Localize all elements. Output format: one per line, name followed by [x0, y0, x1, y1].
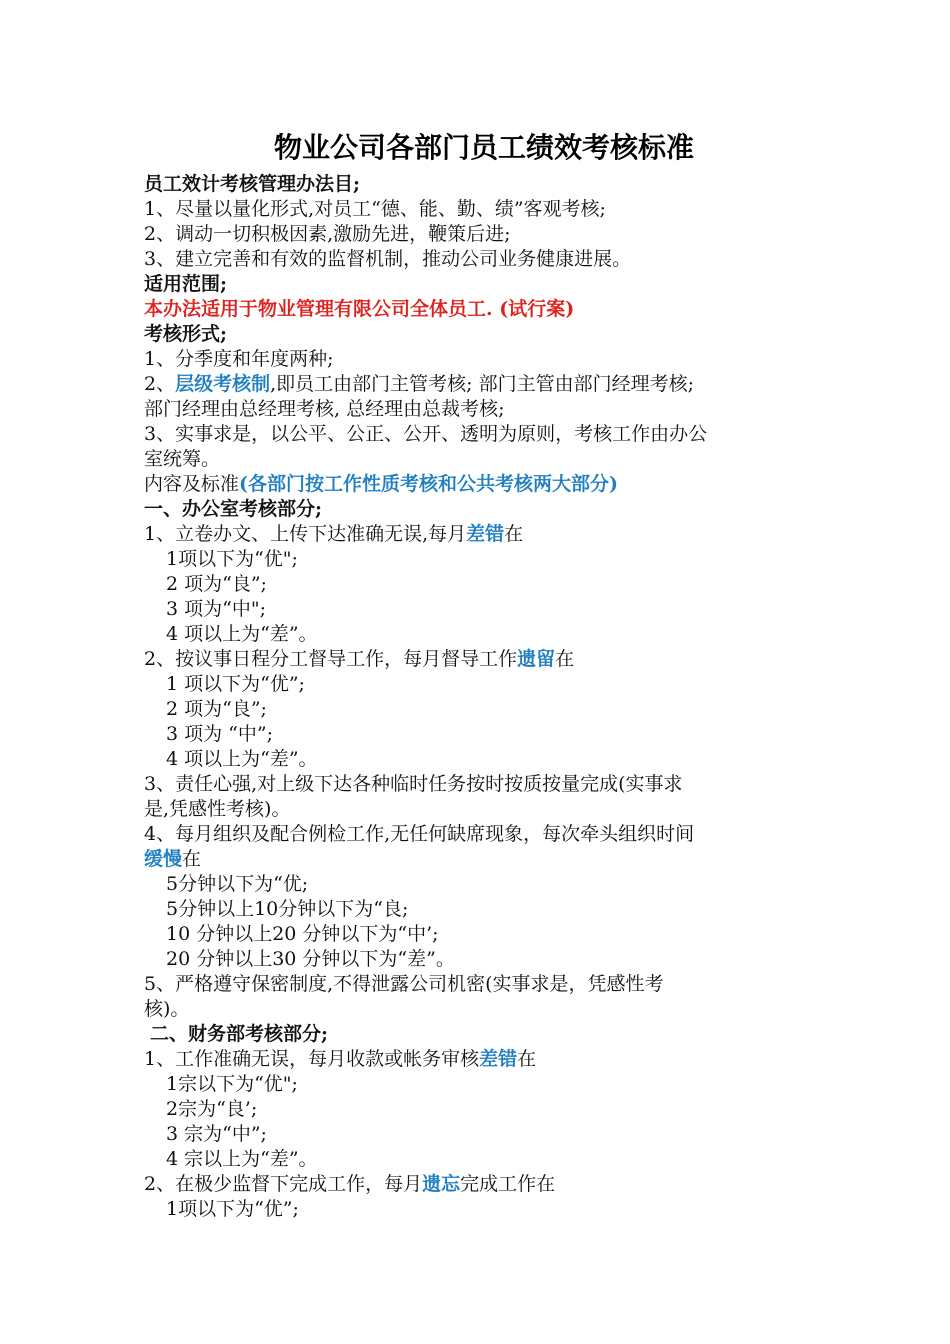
grade-line: 5分钟以上10分钟以下为“良; [166, 898, 409, 920]
office-item-1-suffix: 在 [504, 523, 524, 545]
office-item-3-continued: 是,凭感性考核)。 [144, 798, 291, 820]
grade-line: 10 分钟以上20 分钟以下为“中’; [166, 923, 439, 945]
scope-text: 本办法适用于物业管理有限公司全体员工. (试行案) [144, 298, 575, 320]
form-heading: 考核形式; [144, 323, 228, 345]
form-item-2 [144, 372, 824, 397]
finance-item-2 [144, 1172, 824, 1197]
office-item-1-highlight: 差错 [466, 523, 505, 545]
finance-heading: 二、财务部考核部分; [150, 1023, 329, 1045]
office-item-4-highlight: 缓慢 [144, 848, 183, 870]
purpose-item: 2、调动一切积极因素,激励先进，鞭策后进; [144, 223, 511, 245]
grade-line: 1 项以下为“优”; [166, 673, 305, 695]
finance-item-1-prefix: 1、工作准确无误，每月收款或帐务审核 [144, 1048, 480, 1070]
purpose-item: 1、尽量以量化形式,对员工“德、能、勤、绩”客观考核; [144, 198, 606, 220]
office-item-4-suffix: 在 [182, 848, 202, 870]
finance-item-1-highlight: 差错 [479, 1048, 518, 1070]
grade-line: 1宗以下为“优"; [166, 1073, 298, 1095]
grade-line: 4 项以上为“差”。 [166, 748, 318, 770]
office-item-4: 4、每月组织及配合例检工作,无任何缺席现象，每次牵头组织时间 [144, 823, 695, 845]
purpose-item: 3、建立完善和有效的监督机制，推动公司业务健康进展。 [144, 248, 632, 270]
content-highlight: (各部门按工作性质考核和公共考核两大部分) [239, 473, 618, 495]
finance-item-2-highlight: 遗忘 [422, 1173, 461, 1195]
office-item-3: 3、责任心强,对上级下达各种临时任务按时按质按量完成(实事求 [144, 773, 683, 795]
document-title: 物业公司各部门员工绩效考核标准 [273, 131, 694, 164]
form-item-3-continued: 室统筹。 [144, 448, 221, 470]
grade-line: 4 宗以上为“差”。 [166, 1148, 318, 1170]
document-page [144, 128, 824, 1222]
office-item-5-continued: 核)。 [144, 998, 190, 1020]
grade-line: 3 项为“中"; [166, 598, 266, 620]
form-item-2-highlight: 层级考核制 [175, 373, 271, 395]
grade-line: 2宗为“良’; [166, 1098, 258, 1120]
form-item-2-prefix: 2、 [144, 373, 176, 395]
finance-item-1-suffix: 在 [517, 1048, 537, 1070]
office-item-5: 5、严格遵守保密制度,不得泄露公司机密(实事求是，凭感性考 [144, 973, 664, 995]
office-item-1-prefix: 1、立卷办文、上传下达准确无误,每月 [144, 523, 467, 545]
finance-item-2-prefix: 2、在极少监督下完成工作，每月 [144, 1173, 423, 1195]
grade-line: 1项以下为“优”; [166, 1198, 299, 1220]
grade-line: 3 项为 “中”; [166, 723, 273, 745]
office-item-2-suffix: 在 [555, 648, 575, 670]
content-prefix: 内容及标准 [144, 473, 240, 495]
content-heading [144, 472, 824, 497]
office-item-2 [144, 647, 824, 672]
grade-line: 2 项为“良”; [166, 573, 267, 595]
scope-heading: 适用范围; [144, 273, 228, 295]
grade-line: 1项以下为“优"; [166, 548, 298, 570]
form-item-3: 3、实事求是，以公平、公正、公开、透明为原则，考核工作由办公 [144, 423, 708, 445]
office-item-2-highlight: 遗留 [517, 648, 556, 670]
purpose-heading: 员工效计考核管理办法目; [144, 173, 361, 195]
grade-line: 20 分钟以上30 分钟以下为“差”。 [166, 948, 455, 970]
office-item-4-continued [144, 847, 824, 872]
grade-line: 3 宗为“中”; [166, 1123, 267, 1145]
office-item-1 [144, 522, 824, 547]
form-item-2-continued: 部门经理由总经理考核, 总经理由总裁考核; [144, 398, 505, 420]
grade-line: 2 项为“良”; [166, 698, 267, 720]
finance-item-1 [144, 1047, 824, 1072]
grade-line: 4 项以上为“差”。 [166, 623, 318, 645]
form-item-1: 1、分季度和年度两种; [144, 348, 334, 370]
form-item-2-suffix: ,即员工由部门主管考核; 部门主管由部门经理考核; [270, 373, 694, 395]
finance-item-2-suffix: 完成工作在 [460, 1173, 556, 1195]
office-item-2-prefix: 2、按议事日程分工督导工作，每月督导工作 [144, 648, 518, 670]
grade-line: 5分钟以下为“优; [166, 873, 309, 895]
office-heading: 一、办公室考核部分; [144, 498, 323, 520]
